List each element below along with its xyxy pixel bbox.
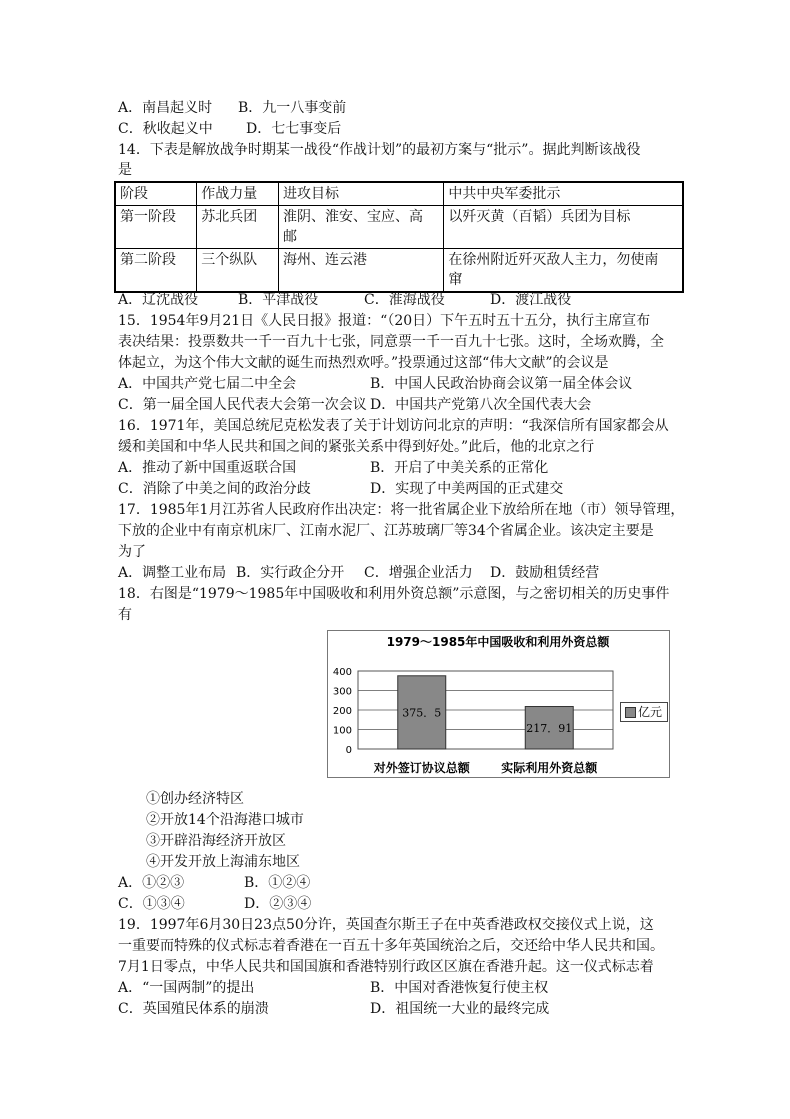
table-row <box>115 249 683 293</box>
q18-stem: 18．右图是“1979～1985年中国吸收和利用外资总额”示意图，与之密切相关的历史事件 <box>118 586 670 602</box>
q18-item-1: ①创办经济特区 <box>146 791 244 807</box>
foreign-investment-chart <box>327 630 670 778</box>
chart-legend <box>620 702 668 722</box>
cell-line: 邮 <box>282 229 297 245</box>
q17-stem: 17．1985年1月江苏省人民政府作出决定：将一批省属企业下放给所在地（市）领导管理， <box>118 502 685 518</box>
y-tick-label: 400 <box>332 667 352 678</box>
table-cell <box>278 249 443 293</box>
y-tick-label: 200 <box>332 706 352 717</box>
table-cell: 第二阶段 <box>115 249 197 293</box>
q18-stem-cont: 有 <box>118 607 132 623</box>
q18-item-3: ③开辟沿海经济开放区 <box>146 833 286 849</box>
cell-line: 窜 <box>448 272 463 288</box>
bar-value-label: 375．5 <box>402 706 442 720</box>
table-header-row <box>115 182 683 206</box>
table-cell <box>278 206 443 249</box>
q18-option-a[interactable]: A．①②③ <box>118 875 185 891</box>
q18-item-4: ④开发开放上海浦东地区 <box>146 854 300 870</box>
q16-stem: 16．1971年，美国总统尼克松发表了关于计划访问北京的声明：“我深信所有国家都会从 <box>118 418 669 434</box>
q14-option-d[interactable]: D．渡江战役 <box>490 292 572 308</box>
q16-option-a[interactable]: A．推动了新中国重返联合国 <box>118 460 297 476</box>
legend-label: 亿元 <box>638 705 663 719</box>
q17-option-d[interactable]: D．鼓励租赁经营 <box>490 565 600 581</box>
q18-option-b[interactable]: B．①②④ <box>244 875 311 891</box>
q17-option-c[interactable]: C．增强企业活力 <box>364 565 473 581</box>
q19-option-a[interactable]: A．“一国两制”的提出 <box>118 980 255 996</box>
table-cell: 三个纵队 <box>197 249 279 293</box>
table-cell: 第一阶段 <box>115 206 197 249</box>
q16-option-c[interactable]: C．消除了中美之间的政治分歧 <box>118 481 311 497</box>
cell-line: 在徐州附近歼灭敌人主力，勿使南 <box>448 252 659 268</box>
q19-option-d[interactable]: D．祖国统一大业的最终完成 <box>370 1001 550 1017</box>
q19-stem-cont: 7月1日零点，中华人民共和国国旗和香港特别行政区区旗在香港升起。这一仪式标志着 <box>118 959 654 975</box>
q14-option-c[interactable]: C．淮海战役 <box>364 292 445 308</box>
q15-option-c[interactable]: C．第一届全国人民代表大会第一次会议 <box>118 397 367 413</box>
q15-option-b[interactable]: B．中国人民政治协商会议第一届全体会议 <box>370 376 633 392</box>
q16-stem-cont: 缓和美国和中华人民共和国之间的紧张关系中得到好处。”此后，他的北京之行 <box>118 439 595 455</box>
q16-option-d[interactable]: D．实现了中美两国的正式建交 <box>370 481 564 497</box>
battle-plan-table <box>114 181 684 293</box>
q14-stem-cont: 是 <box>118 162 132 178</box>
q17-stem-cont: 为了 <box>118 544 146 560</box>
chart-canvas <box>328 631 669 777</box>
x-category-label: 对外签订协议总额 <box>373 761 470 775</box>
q17-stem-cont: 下放的企业中有南京机床厂、江南水泥厂、江苏玻璃厂等34个省属企业。该决定主要是 <box>118 523 654 539</box>
q17-option-a[interactable]: A．调整工业布局 <box>118 565 227 581</box>
legend-swatch <box>625 707 636 718</box>
q15-option-a[interactable]: A．中国共产党七届二中全会 <box>118 376 297 392</box>
q18-option-d[interactable]: D．②③④ <box>244 896 312 912</box>
x-category-label: 实际利用外资总额 <box>501 761 598 775</box>
q18-option-c[interactable]: C．①③④ <box>118 896 185 912</box>
q19-stem: 19．1997年6月30日23点50分许，英国查尔斯王子在中英香港政权交接仪式上说，这 <box>118 917 654 933</box>
q18-item-2: ②开放14个沿海港口城市 <box>146 812 304 828</box>
q13-option-b[interactable]: B．九一八事变前 <box>238 100 347 116</box>
table-header: 作战力量 <box>197 182 279 206</box>
q13-option-a[interactable]: A．南昌起义时 <box>118 100 213 116</box>
table-row <box>115 206 683 249</box>
cell-line: 海州、连云港 <box>282 252 367 268</box>
q17-option-b[interactable]: B．实行政企分开 <box>236 565 345 581</box>
q15-stem: 15．1954年9月21日《人民日报》报道：“（20日）下午五时五十五分，执行主席宣布 <box>118 313 651 329</box>
table-header: 阶段 <box>115 182 197 206</box>
q16-option-b[interactable]: B．开启了中美关系的正常化 <box>370 460 549 476</box>
q15-stem-cont: 体起立，为这个伟大文献的诞生而热烈欢呼。”投票通过这部“伟大文献”的会议是 <box>118 355 609 371</box>
q14-stem: 14．下表是解放战争时期某一战役“作战计划”的最初方案与“批示”。据此判断该战役 <box>118 142 641 158</box>
q19-stem-cont: 一重要而特殊的仪式标志着香港在一百五十多年英国统治之后，交还给中华人民共和国。 <box>118 938 664 954</box>
y-tick-label: 300 <box>332 686 352 698</box>
q13-option-d[interactable]: D．七七事变后 <box>246 121 342 137</box>
table-header: 进攻目标 <box>278 182 443 206</box>
q19-option-b[interactable]: B．中国对香港恢复行使主权 <box>370 980 549 996</box>
q15-option-d[interactable]: D．中国共产党第八次全国代表大会 <box>370 397 592 413</box>
cell-line: 淮阴、淮安、宝应、高 <box>282 209 423 225</box>
q15-stem-cont: 表决结果：投票数共一千一百九十七张，同意票一千一百九十七张。这时，全场欢腾，全 <box>118 334 664 350</box>
q14-option-b[interactable]: B．平津战役 <box>238 292 319 308</box>
q19-option-c[interactable]: C．英国殖民体系的崩溃 <box>118 1001 269 1017</box>
table-header: 中共中央军委批示 <box>444 182 683 206</box>
cell-line: 以歼灭黄（百韬）兵团为目标 <box>448 209 631 225</box>
y-tick-label: 100 <box>332 725 352 737</box>
q14-option-a[interactable]: A．辽沈战役 <box>118 292 199 308</box>
q13-option-c[interactable]: C．秋收起义中 <box>118 121 213 137</box>
bar-value-label: 217．91 <box>526 721 573 735</box>
y-tick-label: 0 <box>345 745 352 756</box>
table-cell: 苏北兵团 <box>197 206 279 249</box>
table-cell <box>444 206 683 249</box>
table-cell <box>444 249 683 293</box>
chart-title: 1979～1985年中国吸收和利用外资总额 <box>386 635 610 649</box>
